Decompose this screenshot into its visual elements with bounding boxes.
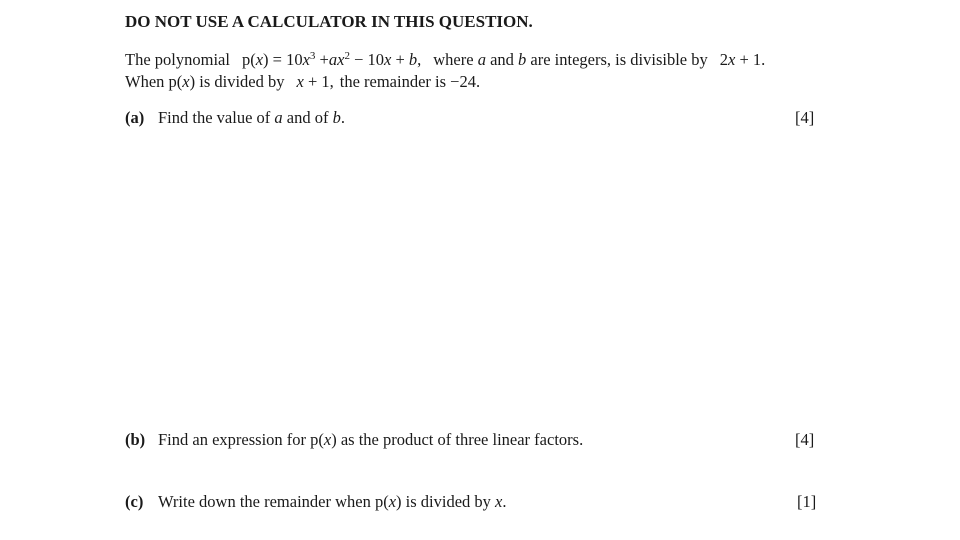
part-c [125, 492, 507, 512]
poly-x-squared: x [337, 50, 345, 69]
divisor-plus-1: + 1. [735, 50, 766, 69]
part-a-and-of: and of [286, 108, 329, 127]
stem-text: The polynomial [125, 50, 230, 69]
part-b-label: (b) [125, 430, 146, 449]
part-c-label: (c) [125, 492, 144, 511]
poly-eq: = 10 [268, 50, 303, 69]
poly-minus: − 10 [349, 50, 384, 69]
stem-line2-plus1: + 1, [303, 72, 334, 91]
part-c-var-x2: x [495, 492, 503, 511]
stem-line2-end: the remainder is −24. [339, 72, 481, 91]
part-a [125, 108, 345, 128]
divisor-x: x [728, 50, 736, 69]
part-c-text-mid: ) is divided by [396, 492, 491, 511]
part-b-marks: [4] [795, 430, 815, 449]
poly-p: p [241, 50, 251, 69]
poly-close: ) [263, 50, 269, 69]
part-c-text [158, 492, 507, 511]
polynomial-expression [242, 50, 421, 69]
stem-line2-mid: ) is divided by [189, 72, 285, 91]
stem-where: where [433, 50, 474, 69]
part-b-text-start: Find an expression for p( [158, 430, 324, 449]
divisor-expression [720, 50, 766, 69]
poly-open: ( [250, 50, 256, 69]
stem-and: and [490, 50, 514, 69]
part-c-var-x: x [388, 492, 397, 511]
exponent-2: 2 [344, 50, 350, 62]
part-c-period: . [502, 492, 507, 511]
stem-line2-x2: x [296, 72, 304, 91]
question-stem [125, 50, 765, 92]
stem-line2-start: When p( [125, 72, 183, 91]
poly-a: a [328, 50, 338, 69]
part-b-text-end: ) as the product of three linear factors. [331, 430, 584, 449]
part-b-text [158, 430, 583, 449]
poly-x: x [255, 50, 264, 69]
part-a-text [158, 108, 345, 127]
part-c-marks: [1] [797, 492, 817, 511]
poly-plus: + [315, 50, 329, 69]
stem-integers-text: are integers, is divisible by [530, 50, 708, 69]
stem-var-b: b [518, 50, 527, 69]
part-b-var-x: x [323, 430, 332, 449]
divisor-2: 2 [719, 50, 728, 69]
poly-comma: , [417, 50, 422, 69]
poly-x-linear: x [384, 50, 392, 69]
part-a-var-b: b [332, 108, 341, 127]
part-a-label: (a) [125, 108, 145, 127]
exponent-3: 3 [309, 50, 316, 62]
poly-b: b [408, 50, 418, 69]
part-b [125, 430, 583, 450]
poly-x-cubed: x [302, 50, 310, 69]
stem-line-1 [125, 50, 765, 72]
part-c-text-start: Write down the remainder when p( [158, 492, 389, 511]
stem-var-a: a [477, 50, 486, 69]
question-instruction-heading: DO NOT USE A CALCULATOR IN THIS QUESTION. [125, 12, 533, 31]
stem-line2-x: x [182, 72, 190, 91]
stem-line-2 [125, 72, 765, 92]
part-a-period: . [340, 108, 345, 127]
part-a-text-start: Find the value of [158, 108, 271, 127]
poly-plus-b: + [391, 50, 409, 69]
part-a-marks: [4] [795, 108, 815, 127]
part-a-var-a: a [274, 108, 283, 127]
